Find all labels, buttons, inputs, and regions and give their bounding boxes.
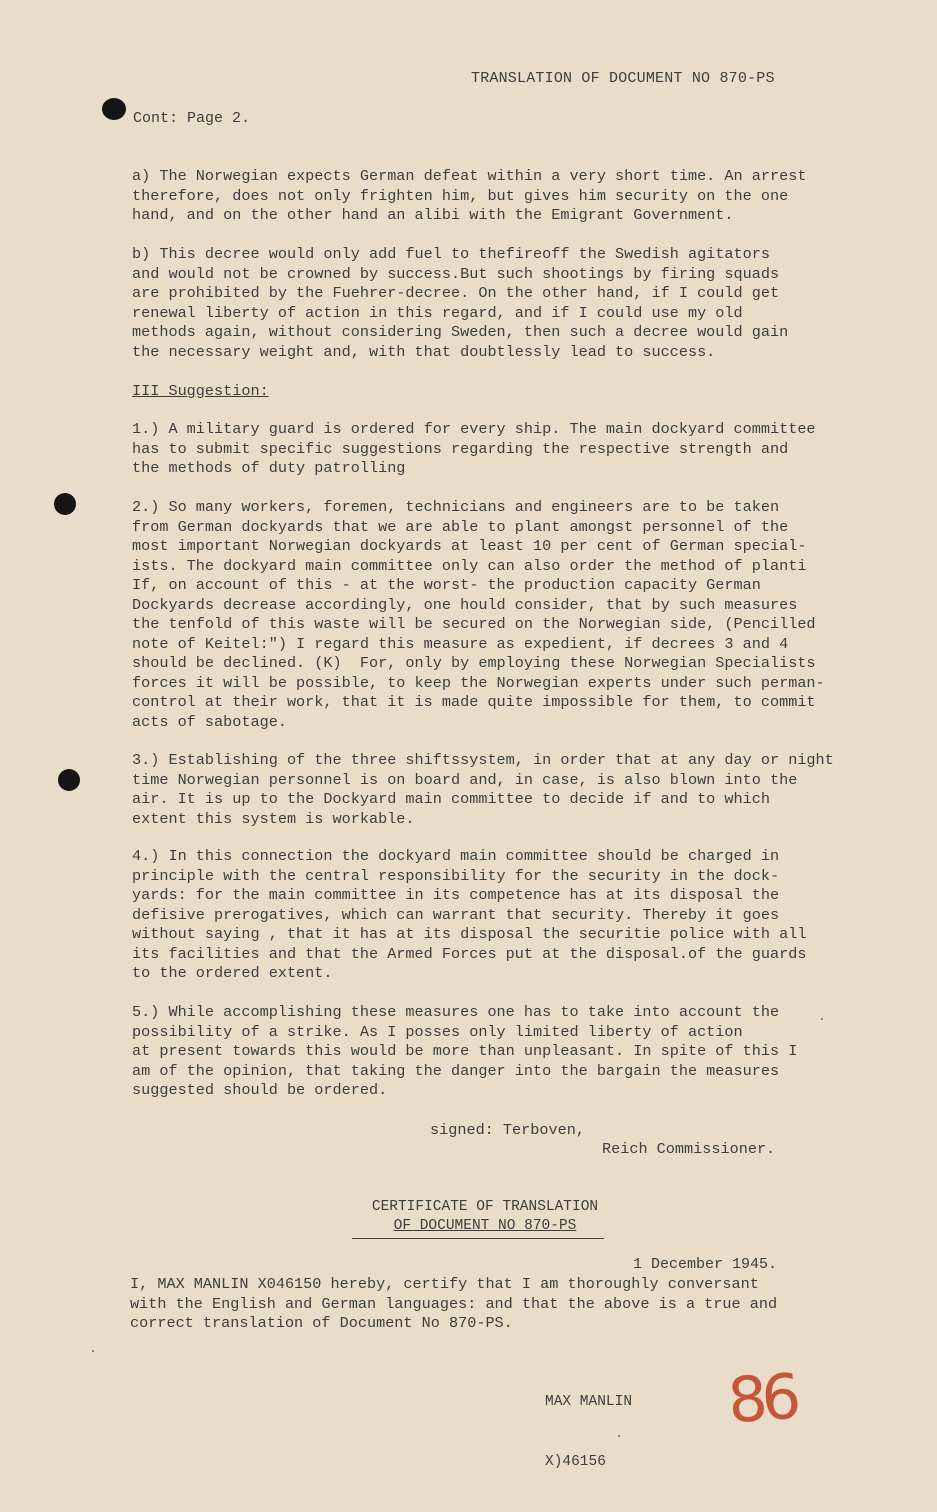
document-header: TRANSLATION OF DOCUMENT NO 870-PS bbox=[471, 70, 775, 87]
certificate-body: I, MAX MANLIN X046150 hereby, certify that I am thoroughly conversant with the English and German languages: and that the above is a true and correct translation of Document No 870-PS. bbox=[130, 1275, 778, 1332]
paper-speck bbox=[821, 1018, 823, 1020]
certificate-title-line2: OF DOCUMENT NO 870-PS bbox=[393, 1218, 577, 1234]
handwritten-page-number: 86 bbox=[725, 1359, 798, 1438]
suggestion-2: 2.) So many workers, foremen, technicians and engineers are to be taken from German dockyards that we are able to plant amongst personnel of the most important Norwegian dockyards at least 10 per cent of German special- ists. The dockyard main committee only can also order the method of planti If, on account of this - at the worst- the production capacity German Dockyards decrease accordingly, one hould consider, that by such measures the tenfold of this waste will be secured on the Norwegian side, (Pencilled note of Keitel:") I regard this measure as expedient, if decrees 3 and 4 should be declined. (K) For, only by employing these Norwegian Specialists forces it will be possible, to keep the Norwegian experts under such perman- control at their work, that it is made quite impossible for them, to commit acts of sabotage. bbox=[132, 498, 825, 731]
suggestion-3: 3.) Establishing of the three shiftssystem, in order that at any day or night time Norwegian personnel is on board and, in case, is also blown into the air. It is up to the Dockyard main committee to decide if and to which extent this system is workable. bbox=[132, 751, 834, 828]
section-heading: III Suggestion: bbox=[132, 382, 269, 400]
translator-name: MAX MANLIN bbox=[545, 1394, 633, 1410]
suggestion-1: 1.) A military guard is ordered for every ship. The main dockyard committee has to submit specific suggestions regarding the respective strength and the methods of duty patrolling bbox=[132, 420, 816, 477]
paragraph-a: a) The Norwegian expects German defeat within a very short time. An arrest therefore, does not only frighten him, but gives him security on the one hand, and on the other hand an alibi with the Emigrant Government. bbox=[132, 167, 807, 224]
paper-speck bbox=[92, 1350, 94, 1352]
translator-id: X)46156 bbox=[545, 1454, 606, 1470]
signed-line: signed: Terboven, bbox=[430, 1121, 585, 1139]
signer-title: Reich Commissioner. bbox=[602, 1140, 776, 1158]
punch-hole-middle bbox=[54, 493, 76, 515]
punch-hole-top bbox=[102, 98, 126, 120]
suggestion-5: 5.) While accomplishing these measures one has to take into account the possibility of a strike. As I posses only limited liberty of action at present towards this would be more than unpleasant. In spite of this I am of the opinion, that taking the danger into the bargain the measures suggested should be ordered. bbox=[132, 1003, 798, 1099]
certificate-date: 1 December 1945. bbox=[633, 1256, 778, 1273]
punch-hole-lower bbox=[58, 769, 80, 791]
translator-signature bbox=[545, 1352, 632, 1512]
suggestion-4: 4.) In this connection the dockyard main committee should be charged in principle with the central responsibility for the security in the dock- yards: for the main committee in its competence has at its disposal the defisive prerogatives, which can warrant that security. Thereby it goes without saying , that it has at its disposal the securitie police with all its facilities and that the Armed Forces put at the disposal.of the guards to the ordered extent. bbox=[132, 847, 807, 982]
certificate-title-line1: CERTIFICATE OF TRANSLATION bbox=[371, 1199, 599, 1215]
paragraph-b: b) This decree would only add fuel to thefireoff the Swedish agitators and would not be crowned by success.But such shootings by firing squads are prohibited by the Fuehrer-decree. On the other hand, if I could get renewal liberty of action in this regard, and if I could use my old methods again, without considering Sweden, then such a decree would gain the necessary weight and, with that doubtlessly lead to success. bbox=[132, 245, 789, 361]
continuation-line: Cont: Page 2. bbox=[133, 110, 251, 127]
paper-speck bbox=[618, 1435, 620, 1437]
certificate-rule bbox=[352, 1238, 604, 1239]
certificate-title bbox=[340, 1198, 630, 1236]
